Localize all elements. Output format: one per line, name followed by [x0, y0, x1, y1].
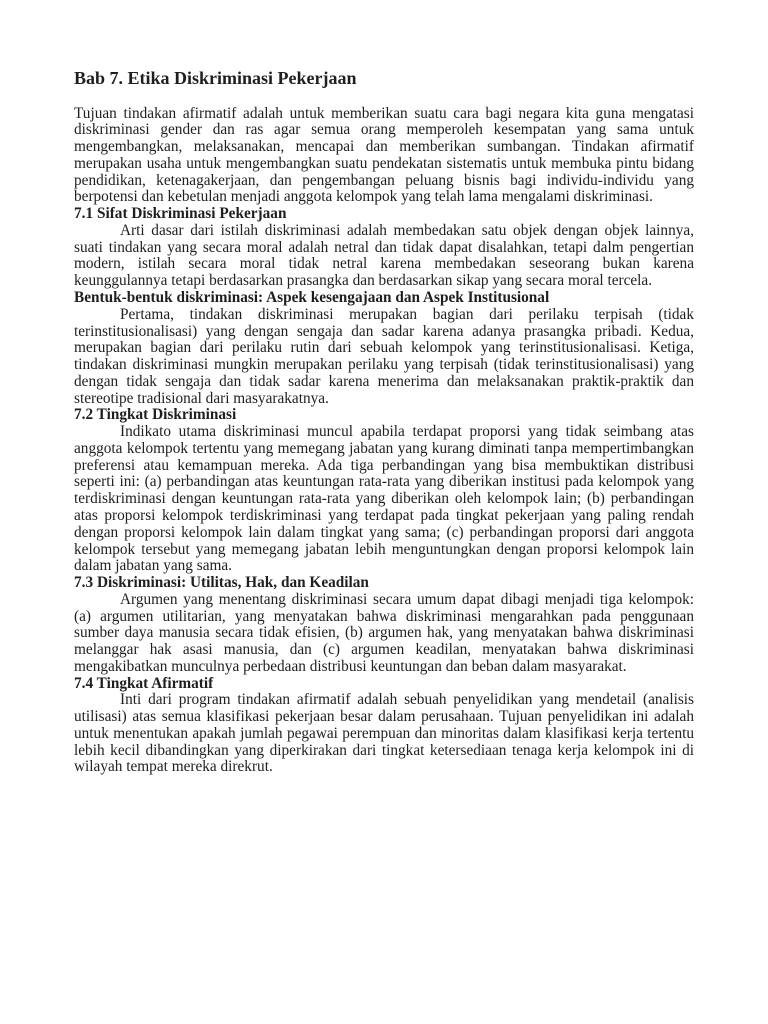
- text-line: lebih kecil dibandingkan yang diperkirakan dari tingkat ketersediaan tenaga kerja kelompok ini di: [74, 741, 694, 759]
- text-line: mengakibatkan munculnya perbedaan distribusi keuntungan dan beban dalam masyarakat.: [74, 657, 627, 675]
- section-heading: 7.2 Tingkat Diskriminasi: [74, 406, 237, 424]
- intro-paragraph: [74, 106, 694, 207]
- text-line: kelompok tersebut yang memegang jabatan lebih menguntungkan dengan proporsi kelompok lain: [74, 540, 694, 558]
- section-heading: Bentuk-bentuk diskriminasi: Aspek kesengajaan dan Aspek Institusional: [74, 289, 550, 307]
- text-line: modern, istilah secara moral tidak netral karena membedakan seseorang bukan karena: [74, 255, 694, 273]
- text-line: terdiskriminasi dengan keuntungan rata-rata yang diberikan oleh kelompok lain; (b) perbandingan: [74, 490, 694, 508]
- document-body: [74, 106, 694, 777]
- text-line: preferensi atau kemampuan mereka. Ada tiga perbandingan yang bisa membuktikan distribusi: [74, 456, 694, 474]
- section-heading: 7.3 Diskriminasi: Utilitas, Hak, dan Keadilan: [74, 574, 369, 592]
- text-line: stereotipe tradisional dari masyarakatnya.: [74, 389, 329, 407]
- text-line: (a) argumen utilitarian, yang menyatakan bahwa diskriminasi mengarahkan pada penggunaan: [74, 607, 694, 625]
- text-line: melanggar hak asasi manusia, dan (c) argumen keadilan, menyatakan bahwa diskriminasi: [74, 641, 694, 659]
- text-line: keunggulannya tetapi berdasarkan prasangka dan berdasarkan sikap yang secara moral tercela.: [74, 272, 653, 290]
- text-line: seperti ini: (a) perbandingan atas keuntungan rata-rata yang diberikan institusi pada kelompok yang: [74, 473, 694, 491]
- text-line: mengembangkan, melaksanakan, mencapai dan memberikan sumbangan. Tindakan afirmatif: [74, 138, 694, 156]
- section-7-3: [74, 575, 694, 676]
- section-heading: 7.4 Tingkat Afirmatif: [74, 674, 214, 692]
- section-7-1: [74, 206, 694, 290]
- text-line: anggota kelompok tertentu yang memegang jabatan yang kurang diminati tanpa mempertimbangkan: [74, 439, 694, 457]
- text-line: Tujuan tindakan afirmatif adalah untuk memberikan suatu cara bagi negara kita guna mengatasi: [74, 104, 694, 122]
- text-line: terinstitusionalisasi) yang dengan sengaja dan sadar karena adanya prasangka pribadi. Kedua,: [74, 322, 694, 340]
- text-line: utilisasi) atas semua klasifikasi pekerjaan besar dalam perusahaan. Tujuan penyelidikan ini adalah: [74, 708, 694, 726]
- text-line: dengan proporsi kelompok lain dalam tingkat yang sama; (c) perbandingan proporsi dari anggota: [74, 523, 694, 541]
- text-line: berpotensi dan kebetulan menjadi anggota kelompok yang telah lama mengalami diskriminasi.: [74, 188, 653, 206]
- text-line: dengan tidak sengaja dan tidak sadar karena menerima dan melaksanakan praktik-praktik dan: [74, 372, 694, 390]
- text-line: Pertama, tindakan diskriminasi merupakan bagian dari perilaku terpisah (tidak: [120, 305, 694, 323]
- section-7-4: [74, 676, 694, 777]
- text-line: Inti dari program tindakan afirmatif adalah sebuah penyelidikan yang mendetail (analisis: [120, 691, 694, 709]
- text-line: Indikato utama diskriminasi muncul apabila terdapat proporsi yang tidak seimbang atas: [120, 423, 694, 441]
- text-line: Argumen yang menentang diskriminasi secara umum dapat dibagi menjadi tiga kelompok:: [120, 590, 694, 608]
- text-line: merupakan bagian dari perilaku rutin dari sebuah kelompok yang terinstitusionalisasi. Ketiga,: [74, 339, 694, 357]
- text-line: tindakan diskriminasi mungkin merupakan perilaku yang terpisah (tidak terinstitusionalisasi) yang: [74, 356, 694, 374]
- text-line: sumber daya manusia secara tidak efisien, (b) argumen hak, yang menyatakan bahwa diskriminasi: [74, 624, 694, 642]
- text-line: pendidikan, ketenagakerjaan, dan pengembangan peluang bisnis bagi individu-individu yang: [74, 171, 694, 189]
- text-line: atas proporsi kelompok terdiskriminasi yang terdapat pada tingkat pekerjaan yang paling rendah: [74, 506, 694, 524]
- text-line: wilayah tempat mereka direkrut.: [74, 758, 273, 776]
- text-line: dalam jabatan yang sama.: [74, 557, 233, 575]
- section-7-2: [74, 407, 694, 575]
- section-bentuk-diskriminasi: [74, 290, 694, 407]
- text-line: merupakan usaha untuk mengembangkan suatu pendekatan sistematis untuk membuka pintu bidang: [74, 154, 694, 172]
- text-line: Arti dasar dari istilah diskriminasi adalah membedakan satu objek dengan objek lainnya,: [120, 221, 694, 239]
- text-line: diskriminasi gender dan ras agar semua orang memperoleh kesempatan yang sama untuk: [74, 121, 694, 139]
- text-line: suati tindakan yang secara moral adalah netral dan tidak dapat disalahkan, tetapi dalm pengertian: [74, 238, 694, 256]
- page-title: Bab 7. Etika Diskriminasi Pekerjaan: [74, 68, 357, 88]
- section-heading: 7.1 Sifat Diskriminasi Pekerjaan: [74, 205, 287, 223]
- text-line: untuk menentukan apakah jumlah pegawai perempuan dan minoritas dalam klasifikasi kerja tertentu: [74, 724, 694, 742]
